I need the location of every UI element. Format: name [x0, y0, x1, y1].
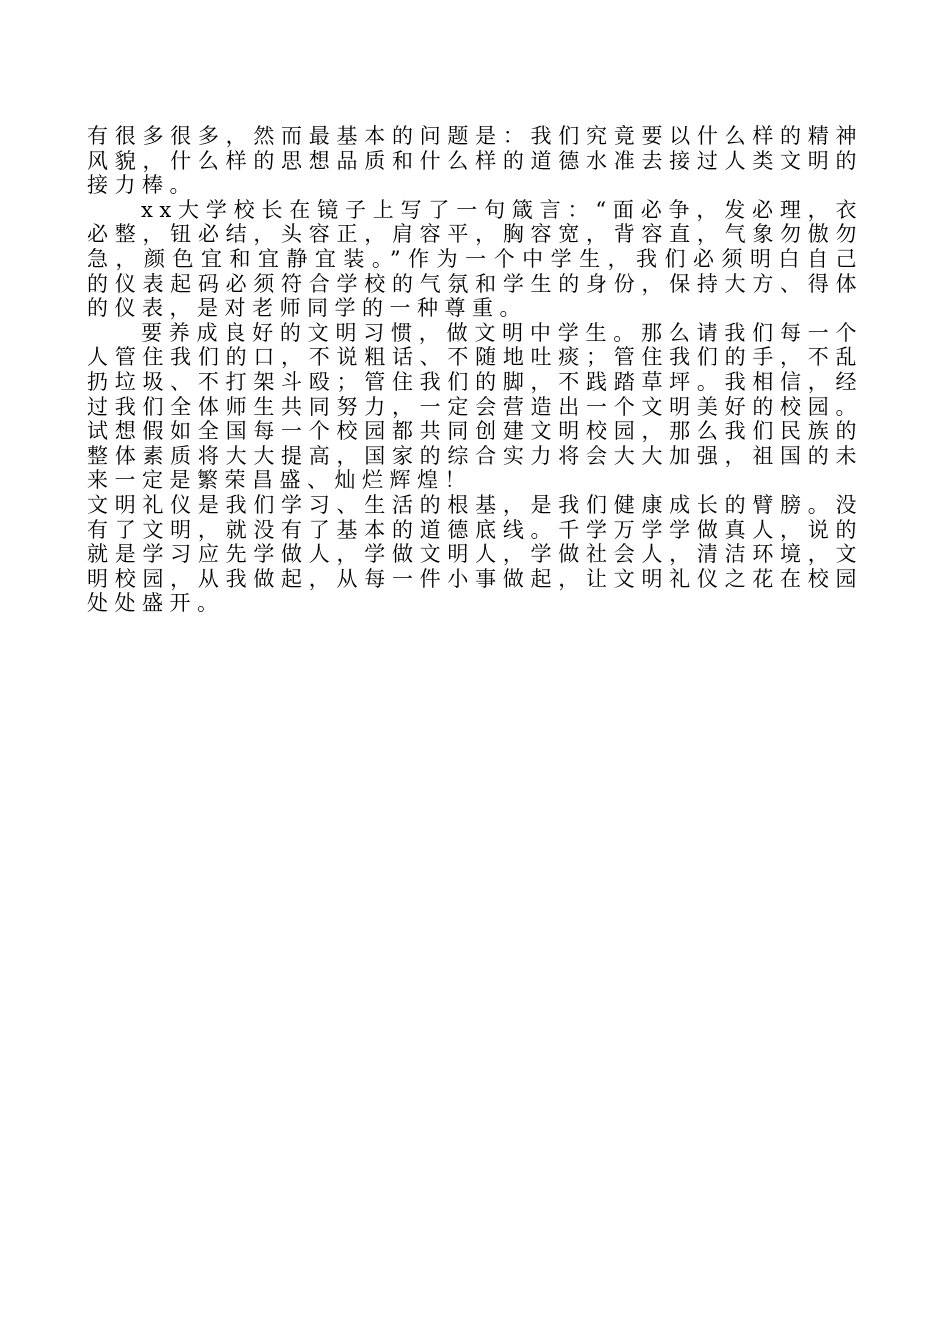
paragraph-3: 要养成良好的文明习惯，做文明中学生。那么请我们每一个人管住我们的口，不说粗话、不随地吐痰；管住我们的手，不乱扔垃圾、不打架斗殴；管住我们的脚，不践踏草坪。我相信，经过我们全体师生共同努力，一定会营造出一个文明美好的校园。试想假如全国每一个校园都共同创建文明校园，那么我们民族的整体素质将大大提高，国家的综合实力将会大大加强，祖国的未来一定是繁荣昌盛、灿烂辉煌！	[87, 320, 863, 493]
paragraph-2: xx大学校长在镜子上写了一句箴言：“面必争，发必理，衣必整，钮必结，头容正，肩容平，胸容宽，背容直，气象勿傲勿急，颜色宜和宜静宜装。”作为一个中学生，我们必须明白自己的仪表起码必须符合学校的气氛和学生的身份，保持大方、得体的仪表，是对老师同学的一种尊重。	[87, 197, 863, 321]
paragraph-1: 有很多很多，然而最基本的问题是：我们究竟要以什么样的精神风貌，什么样的思想品质和什么样的道德水准去接过人类文明的接力棒。	[87, 124, 863, 198]
paragraph-4: 文明礼仪是我们学习、生活的根基，是我们健康成长的臂膀。没有了文明，就没有了基本的道德底线。千学万学学做真人，说的就是学习应先学做人，学做文明人，学做社会人，清洁环境，文明校园，从我做起，从每一件小事做起，让文明礼仪之花在校园处处盛开。	[87, 492, 863, 616]
document-body	[87, 124, 863, 616]
